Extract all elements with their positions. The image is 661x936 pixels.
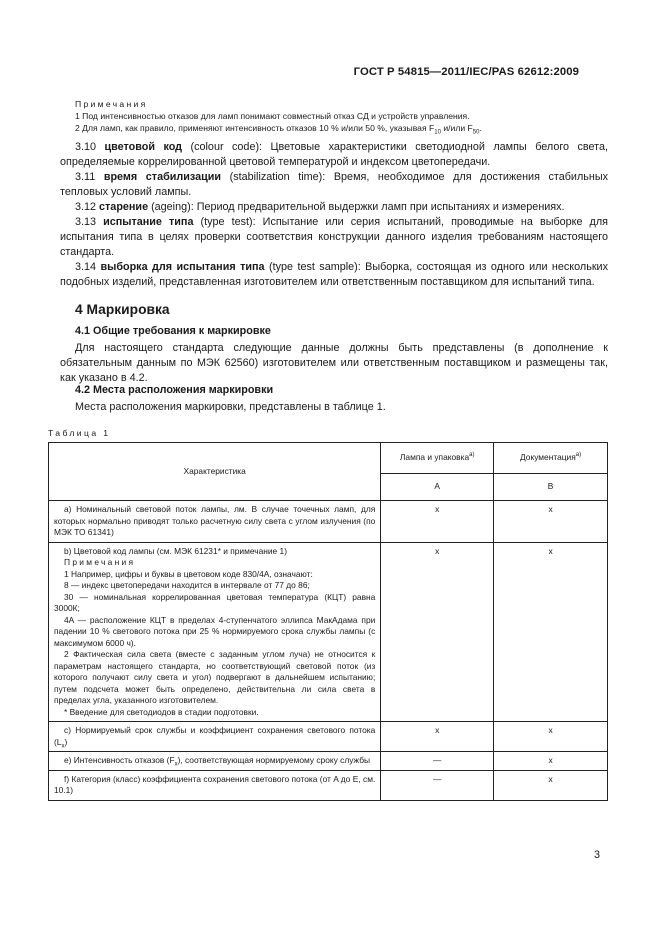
section-4-heading: 4 Маркировка <box>75 302 170 317</box>
definition-3-11: 3.11 время стабилизации (stabilization time): Время, необходимое для достижения стабильных тепловых условий лампы. <box>60 171 609 198</box>
row-c-col-a: x <box>381 722 494 752</box>
document-header: ГОСТ Р 54815—2011/IEC/PAS 62612:2009 <box>353 66 579 78</box>
row-e-text: e) Интенсивность отказов $(F_x)$, соответствующая нормируемому сроку службы <box>49 752 381 771</box>
definition-3-14: 3.14 выборка для испытания типа (type test sample): Выборка, состоящая из одного или нескольких подобных изделий, представленная изготовителем или ответственным поставщиком для испытаний типа. <box>60 261 608 288</box>
table-row <box>49 542 608 722</box>
row-e-col-a: — <box>381 752 494 771</box>
table-row <box>49 722 608 752</box>
row-f-col-a: — <box>381 770 494 800</box>
row-b-note-line: 1 Например, цифры и буквы в цветовом коде 830/4A, означают: <box>64 568 313 579</box>
row-c-col-b: x <box>494 722 608 752</box>
section-4-2-text: Места расположения маркировки, представлены в таблице 1. <box>75 401 386 413</box>
row-b-note-line: 8 — индекс цветопередачи находится в интервале от 77 до 86; <box>64 580 310 590</box>
note-1: 1 Под интенсивностью отказов для ламп понимают совместный отказ СД и устройств управления. <box>75 111 470 121</box>
row-b-notes-title: Примечания <box>64 557 136 567</box>
page-number: 3 <box>593 849 600 861</box>
row-b-col-b: x <box>494 542 608 722</box>
table-row <box>49 770 608 800</box>
table-row <box>49 752 608 771</box>
row-a-col-b: x <box>494 501 608 543</box>
header-characteristic: Характеристика <box>49 443 381 501</box>
row-b-text <box>49 542 381 722</box>
section-4-1-text: Для настоящего стандарта следующие данные должны быть представлены (в дополнение к обязательным данным по МЭК 62560) изготовителем или ответственным поставщиком и размещены так, как указано в 4.2. <box>60 342 608 384</box>
row-f-col-b: x <box>494 770 608 800</box>
note-2: 2 Для ламп, как правило, применяют интенсивность отказов 10 % и/или 50 %, указывая $F_{10}$ и/или $F_{50}$. <box>75 123 482 136</box>
row-b-note-line: 2 Фактическая сила света (вместе с заданным углом луча) не относится к параметрам настоящего стандарта, но соответствующий световой поток (из которого получают силу света и угол) подвергают в дальнейшем испытанию; путем подсчета может быть определено, действительна ли сила света в пределах угла, указанного изготовителем. <box>54 649 376 705</box>
marking-table <box>48 442 608 801</box>
table-row <box>49 501 608 543</box>
row-b-note-line: 30 — номинальная коррелированная цветовая температура (КЦТ) равна 3000К; <box>54 591 376 613</box>
table-caption: Таблица 1 <box>48 428 111 438</box>
row-f-text: f) Категория (класс) коэффициента сохранения светового потока (от A до E, см. 10.1) <box>49 770 381 800</box>
row-b-footnote: * Введение для светодиодов в стадии подготовки. <box>64 706 259 717</box>
row-b-title: b) Цветовой код лампы (см. МЭК 61231* и примечание 1) <box>64 545 287 556</box>
row-b-note-line: 4A — расположение КЦТ в пределах 4-ступенчатого эллипса МакАдама при падении 10 % светового потока при 25 % нормируемого срока службы лампы (с максимумом 6000 ч). <box>54 614 376 648</box>
section-4-1-heading: 4.1 Общие требования к маркировке <box>75 325 271 337</box>
definition-3-13: 3.13 испытание типа (type test): Испытание или серия испытаний, проводимые на выборке для испытания типа в целях проверки соответствия конструкции данного изделия требованиям настоящего стандарта. <box>60 216 609 258</box>
definition-3-12: 3.12 старение (ageing): Период предварительной выдержки ламп при испытаниях и измерениях. <box>75 201 565 213</box>
definition-3-10: 3.10 цветовой код (colour code): Цветовые характеристики светодиодной лампы белого света, определяемые коррелированной цветовой температурой и индексом цветопередачи. <box>60 141 609 168</box>
header-lamp-packaging: Лампа и упаковка$^{а)}$ <box>381 443 494 474</box>
row-a-text: a) Номинальный световой поток лампы, лм. В случае точечных ламп, для которых нормально приводят только расчетную силу света с углом излучения (по МЭК ТО 61341) <box>49 501 381 543</box>
row-a-col-a: x <box>381 501 494 543</box>
table-header-row <box>49 443 608 474</box>
row-e-col-b: x <box>494 752 608 771</box>
subheader-b: B <box>494 474 608 501</box>
notes-title: Примечания <box>75 99 148 109</box>
section-4-2-heading: 4.2 Места расположения маркировки <box>75 384 274 396</box>
subheader-a: A <box>381 474 494 501</box>
row-c-text: c) Нормируемый срок службы и коэффициент сохранения светового потока $(L_x)$ <box>49 722 381 752</box>
row-b-col-a: x <box>381 542 494 722</box>
header-documentation: Документация$^{а)}$ <box>494 443 608 474</box>
